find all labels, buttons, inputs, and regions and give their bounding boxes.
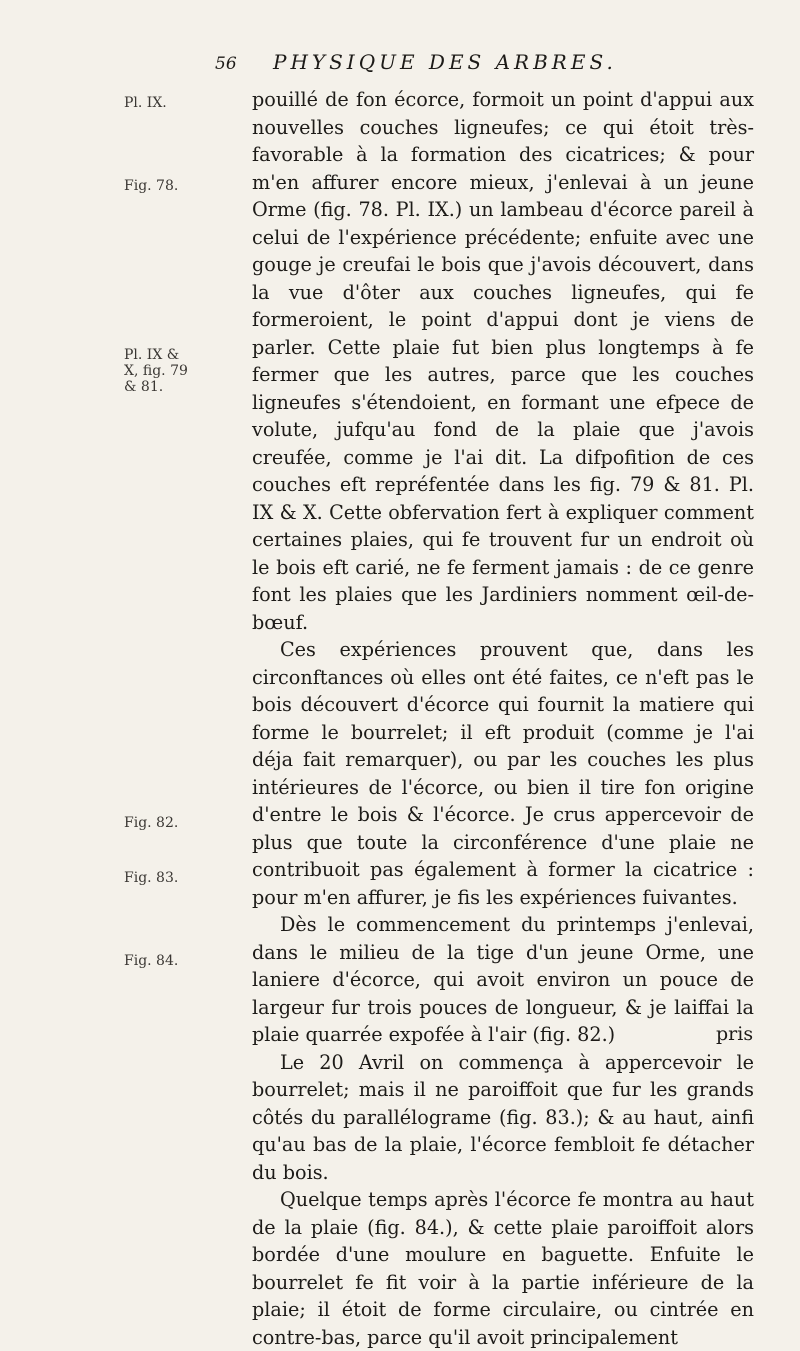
paragraph: Quelque temps après l'écorce fe montra au haut de la plaie (fig. 84.), & cette plaie paroiffoit alors bordée d'une moulure en baguette. Enfuite le bourrelet fe fit voir à la partie inférieure de la plaie; il étoit de forme circulaire, ou cintrée en contre-bas, parce qu'il avoit principalement xyxy=(252,1188,754,1349)
margin-note-fig-78: Fig. 78. xyxy=(124,178,179,194)
margin-notes xyxy=(0,0,200,1117)
margin-note-fig-79-81: Pl. IX & X, fig. 79 & 81. xyxy=(124,347,188,395)
paragraph: pouillé de fon écorce, formoit un point d'appui aux nouvelles couches ligneufes; ce qui étoit très-favorable à la formation des cicatrices; & pour m'en affurer encore mieux, j'enlevai à un jeune Orme (fig. 78. Pl. IX.) un lambeau d'écorce pareil à celui de l'expérience précédente; enfuite avec une gouge je creufai le bois que j'avois découvert, dans la vue d'ôter aux couches ligneufes, qui fe formeroient, le point d'appui dont je viens de parler. Cette plaie fut bien plus longtemps à fe fermer que les autres, parce que les couches ligneufes s'étendoient, en formant une efpece de volute, jufqu'au fond de la plaie que j'avois creufée, comme je l'ai dit. La difpofition de ces couches eft repréfentée dans les fig. 79 & 81. Pl. IX & X. Cette obfervation fert à expliquer comment certaines plaies, qui fe trouvent fur un endroit où le bois eft carié, ne fe ferment jamais : de ce genre font les plaies que les Jardiniers nomment œil-de-bœuf. xyxy=(252,88,754,634)
margin-note-fig-84: Fig. 84. xyxy=(124,953,179,969)
paragraph: Le 20 Avril on commença à appercevoir le bourrelet; mais il ne paroiffoit que fur les grands côtés du parallélograme (fig. 83.); & au haut, ainfi qu'au bas de la plaie, l'écorce fembloit fe détacher du bois. xyxy=(252,1050,754,1184)
margin-note-fig-83: Fig. 83. xyxy=(124,870,179,886)
paragraph: Dès le commencement du printemps j'enlevai, dans le milieu de la tige d'un jeune Orme, une laniere d'écorce, qui avoit environ un pouce de largeur fur trois pouces de longueur, & je laiffai la plaie quarrée expofée à l'air (fig. 82.) xyxy=(252,913,754,1046)
running-title: PHYSIQUE DES ARBRES. xyxy=(273,50,617,74)
margin-note-plate: Pl. IX. xyxy=(124,95,167,111)
body-text xyxy=(252,86,754,1351)
running-header xyxy=(215,50,685,74)
catchword: pris xyxy=(716,1023,754,1045)
paragraph: Ces expériences prouvent que, dans les circonftances où elles ont été faites, ce n'eft pas le bois découvert d'écorce qui fournit la matiere qui forme le bourrelet; il eft produit (comme je l'ai déja fait remarquer), ou par les couches les plus intérieures de l'écorce, ou bien il tire fon origine d'entre le bois & l'écorce. Je crus appercevoir de plus que toute la circonférence d'une plaie ne contribuoit pas également à former la cicatrice : pour m'en affurer, je fis les expériences fuivantes. xyxy=(252,638,754,909)
page-number: 56 xyxy=(215,54,237,74)
margin-note-fig-82: Fig. 82. xyxy=(124,815,179,831)
